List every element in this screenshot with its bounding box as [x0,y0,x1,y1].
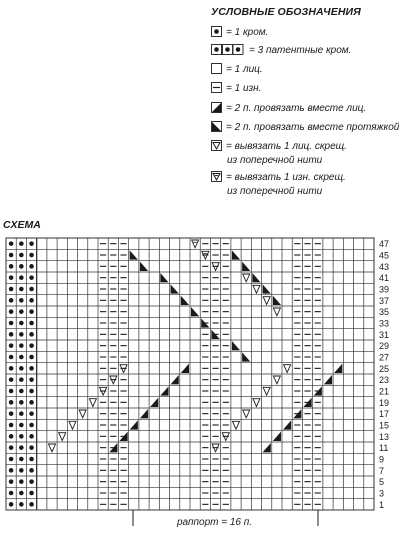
row-number-label: 11 [379,443,389,454]
row-number-label: 29 [379,341,390,352]
row-number-label: 45 [379,250,390,261]
selvedge-dot [9,264,14,269]
selvedge-dot [19,434,24,439]
selvedge-dot [29,400,34,405]
selvedge-dot [19,298,24,303]
selvedge-dot [9,389,14,394]
selvedge-dot [9,321,14,326]
selvedge-dot [19,332,24,337]
selvedge-dot [19,400,24,405]
row-number-label: 13 [379,431,390,442]
selvedge-dot [19,309,24,314]
row-number-label: 23 [379,375,390,386]
selvedge-dot [29,309,34,314]
selvedge-dot [19,502,24,507]
legend-text: = вывязать 1 изн. скрещ. [226,172,346,183]
row-number-label: 43 [379,261,390,272]
selvedge-dot [9,411,14,416]
selvedge-dot [19,457,24,462]
selvedge-dot [29,479,34,484]
selvedge-dot [29,457,34,462]
selvedge-dot [9,423,14,428]
selvedge-dot [19,366,24,371]
legend-text: = 1 кром. [226,27,269,38]
selvedge-dot [9,241,14,246]
row-number-label: 21 [379,386,390,397]
selvedge-dot [9,434,14,439]
selvedge-dot [19,321,24,326]
selvedge-dot [29,275,34,280]
selvedge-dot [29,321,34,326]
row-number-label: 15 [379,420,390,431]
legend-text: = 1 изн. [226,83,262,94]
selvedge-dot [9,355,14,360]
selvedge-dot [9,457,14,462]
selvedge-dot [9,298,14,303]
selvedge-dot [29,253,34,258]
row-number-label: 39 [379,284,390,295]
selvedge-dot [19,241,24,246]
selvedge-dot [29,343,34,348]
selvedge-dot [9,502,14,507]
selvedge-dot [19,423,24,428]
selvedge-dot [29,241,34,246]
selvedge-dot [9,445,14,450]
selvedge-dot [9,275,14,280]
row-number-label: 33 [379,318,390,329]
selvedge-dot [19,389,24,394]
selvedge-dot [19,287,24,292]
selvedge-dot [19,377,24,382]
row-number-label: 31 [379,329,390,340]
legend-text: = вывязать 1 лиц. скрещ. [226,141,347,152]
selvedge-dot [9,343,14,348]
legend-text: = 2 п. провязать вместе протяжкой [226,122,400,133]
selvedge-dot [9,377,14,382]
selvedge-dot [29,502,34,507]
selvedge-dot [29,423,34,428]
legend-title: УСЛОВНЫЕ ОБОЗНАЧЕНИЯ [211,6,361,18]
row-number-label: 1 [379,499,385,510]
selvedge-dot [29,366,34,371]
selvedge-dot [19,275,24,280]
legend-text: = 1 лиц. [226,64,263,75]
selvedge-dot [9,287,14,292]
row-number-label: 25 [379,363,390,374]
selvedge-dot [19,468,24,473]
selvedge-dot [29,355,34,360]
selvedge-dot [29,411,34,416]
selvedge-dot [29,434,34,439]
row-number-label: 7 [379,465,385,476]
row-number-label: 41 [379,273,390,284]
legend-text-line2: из поперечной нити [227,155,323,166]
selvedge-dot [19,343,24,348]
row-number-label: 9 [379,454,385,465]
selvedge-dot [19,479,24,484]
selvedge-dot [9,400,14,405]
selvedge-dot [19,264,24,269]
row-number-label: 19 [379,397,390,408]
selvedge-dot [29,332,34,337]
selvedge-dot [9,468,14,473]
selvedge-dot [9,309,14,314]
legend-text-line2: из поперечной нити [227,186,323,197]
selvedge-dot [29,287,34,292]
row-number-label: 3 [379,488,385,499]
selvedge-dot [19,253,24,258]
row-number-label: 47 [379,239,390,250]
selvedge-dot [9,491,14,496]
selvedge-dot [19,445,24,450]
selvedge-dot [19,491,24,496]
rapport-label: раппорт = 16 п. [177,517,253,528]
selvedge-dot [29,389,34,394]
scheme-title: СХЕМА [3,219,41,231]
row-number-label: 37 [379,295,390,306]
legend-text: = 3 патентные кром. [249,45,352,56]
selvedge-dot [19,355,24,360]
selvedge-dot [9,332,14,337]
selvedge-dot [9,479,14,484]
selvedge-dot [29,377,34,382]
selvedge-dot [9,253,14,258]
selvedge-dot [9,366,14,371]
selvedge-dot [29,264,34,269]
legend-text: = 2 п. провязать вместе лиц. [226,103,367,114]
row-number-label: 17 [379,409,390,420]
row-number-label: 27 [379,352,390,363]
selvedge-dot [19,411,24,416]
selvedge-dot [29,468,34,473]
selvedge-dot [29,298,34,303]
row-number-label: 5 [379,477,385,488]
selvedge-dot [29,491,34,496]
row-number-label: 35 [379,307,390,318]
selvedge-dot [29,445,34,450]
